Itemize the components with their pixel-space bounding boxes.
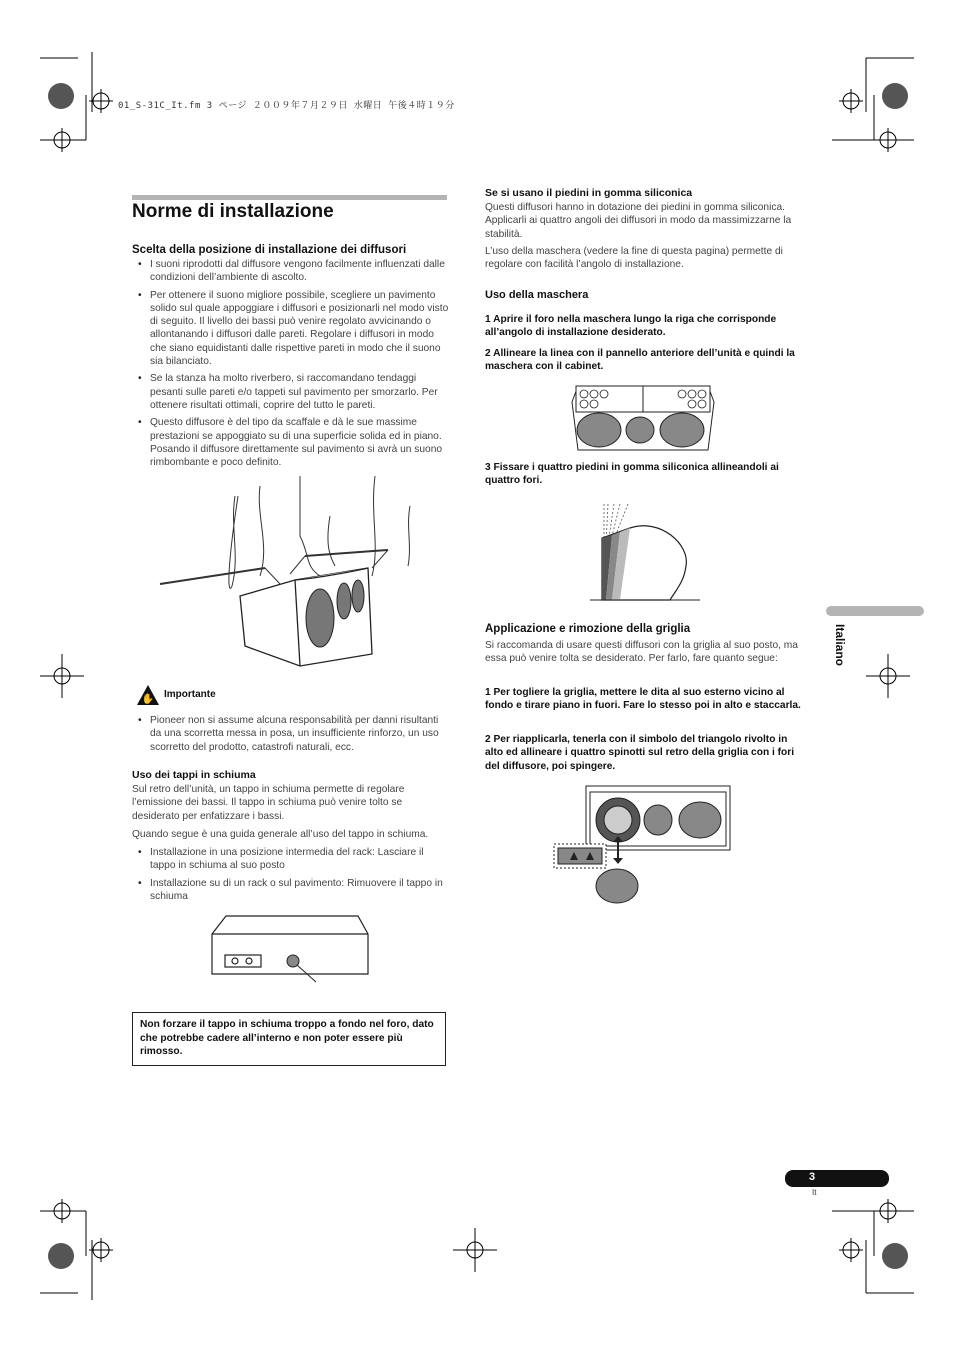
language-side-tab <box>826 606 924 616</box>
important-label: Importante <box>164 689 216 700</box>
page-title: Norme di installazione <box>132 201 334 222</box>
warning-box: Non forzare il tappo in schiuma troppo a fondo nel foro, dato che potrebbe cadere all’interno e non poter essere più rimosso. <box>132 1012 446 1066</box>
file-info-header: 01_S-31C_It.fm 3 ページ ２００９年７月２９日 水曜日 午後４時１９分 <box>118 101 455 111</box>
foam-plug-illustration <box>208 914 378 984</box>
list-item: • Installazione in una posizione intermedia del rack: Lasciare il tappo in schiuma al suo posto <box>132 846 450 873</box>
page-number-pill <box>785 1170 889 1187</box>
grille-illustration <box>552 784 732 904</box>
position-bullet-list <box>132 258 450 473</box>
list-item: • Questo diffusore è del tipo da scaffale e dà le sue massime prestazioni se appoggiato su di una superficie solida ed in piano. Posando il diffusore direttamente sul pavimento si avrà un suono rimbombante e poco definito. <box>132 416 450 469</box>
foam-bullet-list <box>132 846 450 907</box>
speaker-room-illustration <box>160 476 460 676</box>
foam-paragraph-1: Sul retro dell’unità, un tappo in schiuma permette di regolare l’emissione dei bassi. Il tappo in schiuma può venire tolto se desiderato per enfatizzare i bassi. <box>132 784 405 822</box>
language-label: Italiano <box>833 624 847 667</box>
mask-step-3: 3 Fissare i quattro piedini in gomma siliconica allineandoli ai quattro fori. <box>485 462 779 487</box>
feet-paragraph-2: L’uso della maschera (vedere la fine di questa pagina) permette di regolare con facilità l’angolo di installazione. <box>485 246 783 271</box>
important-bullet-list <box>132 714 450 758</box>
mask-heading: Uso della maschera <box>485 289 589 301</box>
mask-step-1: 1 Aprire il foro nella maschera lungo la riga che corrisponde all’angolo di installazione desiderato. <box>485 314 777 339</box>
foam-paragraph-2: Quando segue è una guida generale all’uso del tappo in schiuma. <box>132 829 429 840</box>
foam-heading: Uso dei tappi in schiuma <box>132 769 256 781</box>
warning-icon <box>137 685 159 705</box>
section-heading-position: Scelta della posizione di installazione dei diffusori <box>132 244 407 256</box>
list-item: • I suoni riprodotti dal diffusore vengono facilmente influenzati dalle condizioni dell’ambiente di ascolto. <box>132 258 450 285</box>
page-number: 3 <box>809 1171 816 1183</box>
angle-illustration <box>590 504 700 604</box>
page-language: It <box>812 1188 817 1197</box>
grille-paragraph: Si raccomanda di usare questi diffusori con la griglia al suo posto, ma essa può venire tolta se desiderato. Per farlo, fare quanto segue: <box>485 640 798 665</box>
mask-step-2: 2 Allineare la linea con il pannello anteriore dell’unità e quindi la maschera con il cabinet. <box>485 348 795 373</box>
grille-step-1: 1 Per togliere la griglia, mettere le dita al suo esterno vicino al fondo e tirare piano in fuori. Fare lo stesso poi in alto e staccarla. <box>485 687 801 712</box>
grille-step-2: 2 Per riapplicarla, tenerla con il simbolo del triangolo rivolto in alto ed allineare i quattro spinotti sul retro della griglia con i fori del diffusore, poi spingere. <box>485 734 795 772</box>
title-rule <box>132 195 447 200</box>
list-item: • Per ottenere il suono migliore possibile, scegliere un pavimento solido sul quale appoggiare i diffusori e posizionarli nel modo visto di seguito. Il livello dei bassi può venire regolato avvicinando o allontanando i diffusori dalle pareti. Regolare i diffusori in modo che siano equidistanti dalle rispettive pareti in modo che il suono sia bilanciato. <box>132 289 450 369</box>
list-item: • Se la stanza ha molto riverbero, si raccomandano tendaggi pesanti sulle pareti e/o tappeti sul pavimento per smorzarlo. Per ottenere risultati ottimali, coprire del tutto le pareti. <box>132 372 450 412</box>
mask-illustration <box>568 384 718 454</box>
grille-heading: Applicazione e rimozione della griglia <box>485 623 691 635</box>
feet-heading: Se si usano il piedini in gomma siliconica <box>485 187 693 199</box>
feet-paragraph-1: Questi diffusori hanno in dotazione dei piedini in gomma siliconica. Applicarli ai quattro angoli dei diffusori in modo da massimizzarne la stabilità. <box>485 202 792 240</box>
list-item: • Installazione su di un rack o sul pavimento: Rimuovere il tappo in schiuma <box>132 877 450 904</box>
svg-text:✋: ✋ <box>141 694 155 705</box>
list-item: • Pioneer non si assume alcuna responsabilità per danni risultanti da una scorretta messa in posa, un insufficiente rinforzo, un uso scorretto del prodotto, catastrofi naturali, ecc. <box>132 714 450 754</box>
